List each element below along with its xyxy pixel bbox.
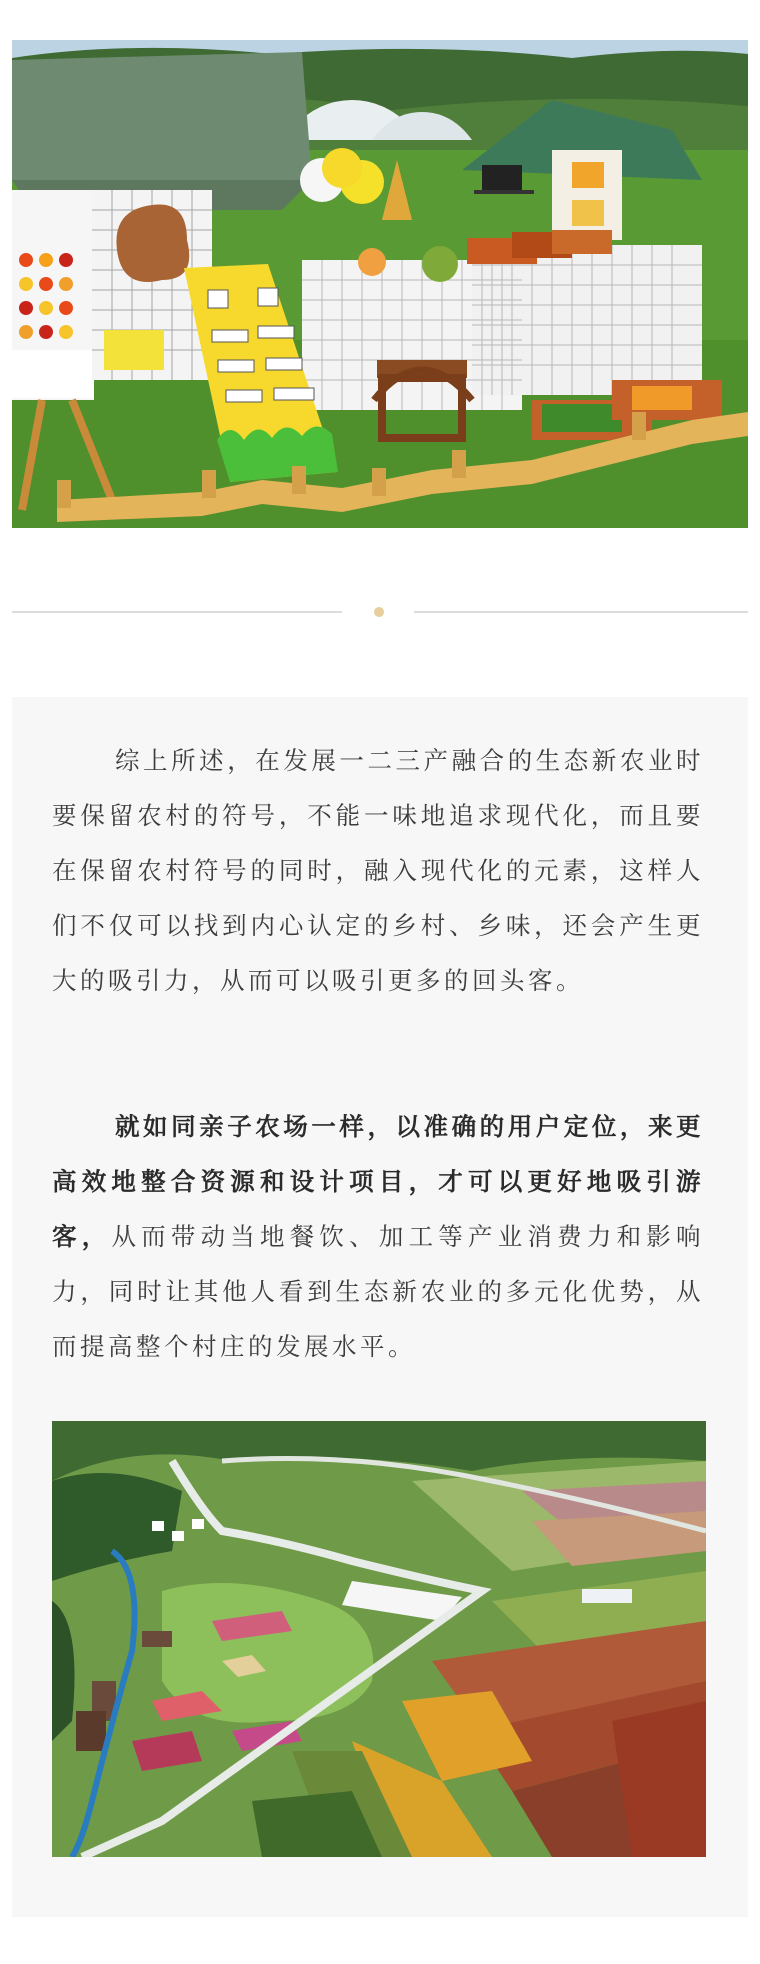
aerial-farm-photo: [52, 1421, 706, 1857]
article-paragraph-2-body: 从而带动当地餐饮、加工等产业消费力和影响力，同时让其他人看到生态新农业的多元化优势，从而提高整个村庄的发展水平。: [52, 1222, 705, 1361]
article-paragraph-2: [52, 1099, 704, 1374]
article-paragraph-1: 综上所述，在发展一二三产融合的生态新农业时要保留农村的符号，不能一味地追求现代化，而且要在保留农村符号的同时，融入现代化的元素，这样人们不仅可以找到内心认定的乡村、乡味，还会产生更大的吸引力，从而可以吸引更多的回头客。: [52, 746, 704, 995]
divider-dot: [374, 607, 384, 617]
divider-line-right: [414, 611, 748, 613]
farm-market-photo: [12, 40, 748, 528]
article-paragraph-2-emphasis: 就如同亲子农场一样，以准确的用户定位，来更高效地整合资源和设计项目，才可以更好地吸引游客，: [52, 1112, 704, 1251]
divider-line-left: [12, 611, 342, 613]
